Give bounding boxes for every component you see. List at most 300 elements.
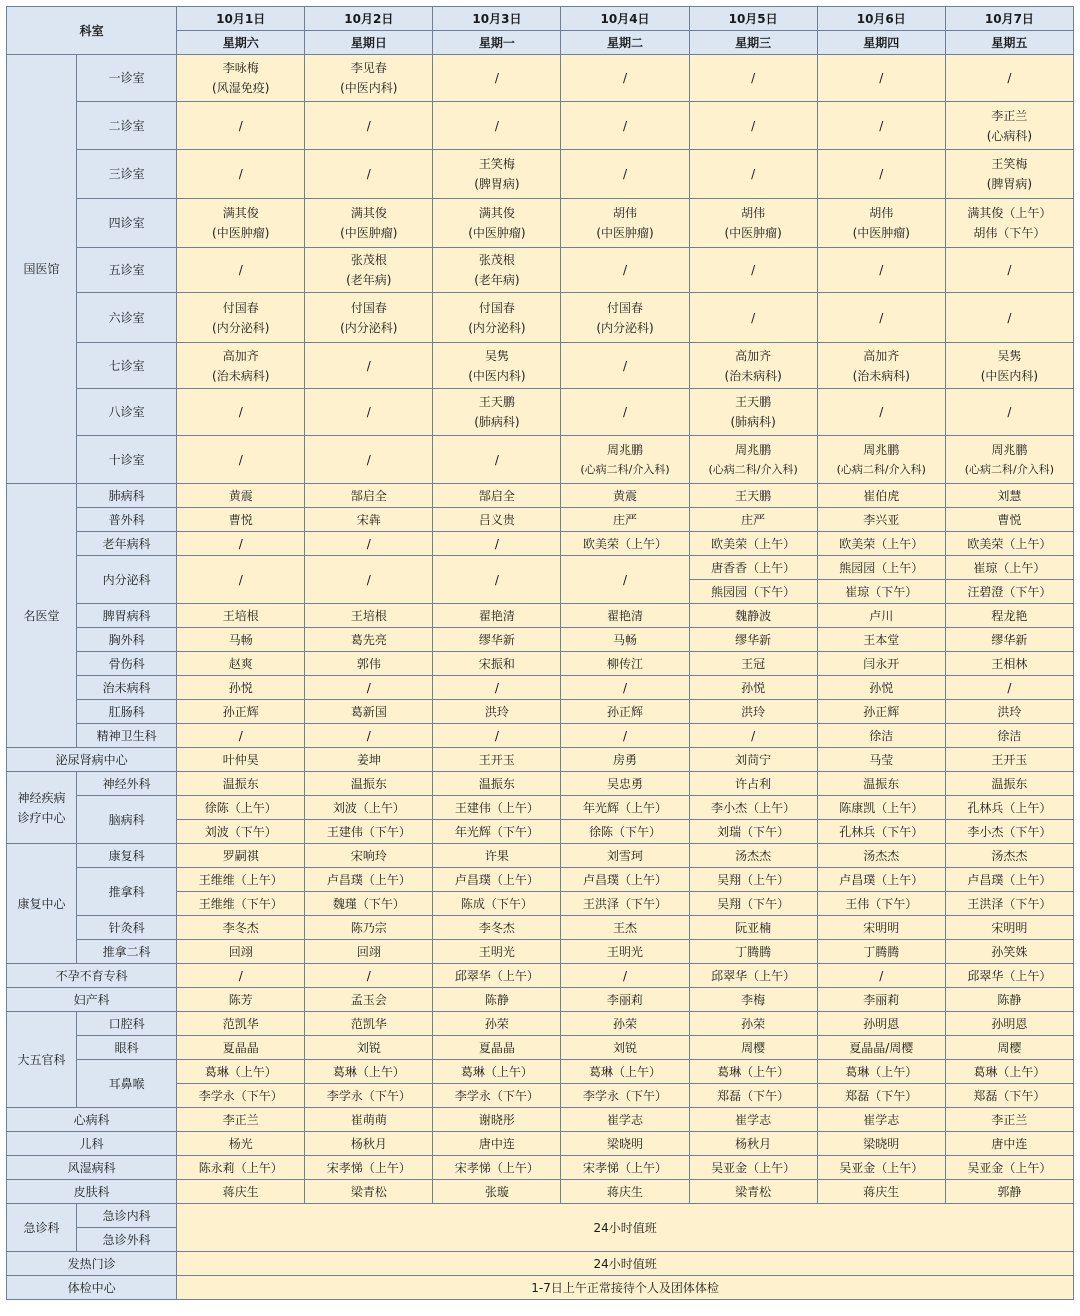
schedule-cell: 汤杰杰 [689, 844, 817, 868]
schedule-cell [177, 102, 305, 150]
schedule-cell [305, 293, 433, 343]
schedule-cell [689, 55, 817, 102]
schedule-cell: 李丽莉 [817, 988, 945, 1012]
schedule-cell: 邱翠华（上午） [945, 964, 1073, 988]
department-name: 妇产科 [7, 988, 177, 1012]
schedule-cell [305, 248, 433, 293]
department-name: 神经外科 [77, 772, 177, 796]
schedule-cell [305, 150, 433, 199]
schedule-cell: 吴亚金（上午） [689, 1156, 817, 1180]
schedule-cell: 宋犇 [305, 508, 433, 532]
section-name: 名医堂 [7, 484, 77, 748]
schedule-cell [945, 436, 1073, 484]
cell-line: 胡伟 [869, 206, 894, 220]
schedule-cell: 陈静 [945, 988, 1073, 1012]
department-name: 肺病科 [77, 484, 177, 508]
department-name: 口腔科 [77, 1012, 177, 1036]
schedule-cell: 宋振和 [433, 652, 561, 676]
section-name: 急诊科 [7, 1204, 77, 1252]
schedule-cell: 温振东 [945, 772, 1073, 796]
schedule-cell: 陈成（下午） [433, 892, 561, 916]
department-name: 老年病科 [77, 532, 177, 556]
schedule-cell: 罗嗣祺 [177, 844, 305, 868]
schedule-cell: 孙正辉 [177, 700, 305, 724]
section-name [7, 772, 77, 844]
schedule-cell [561, 293, 689, 343]
cell-line: / [623, 263, 628, 277]
schedule-cell: 柳传江 [561, 652, 689, 676]
schedule-cell: 梁青松 [689, 1180, 817, 1204]
schedule-cell: 孙荣 [689, 1012, 817, 1036]
schedule-cell: 缪华新 [945, 628, 1073, 652]
department-name: 体检中心 [7, 1276, 177, 1300]
schedule-cell [945, 199, 1073, 248]
schedule-cell: / [561, 724, 689, 748]
schedule-cell: 李兴亚 [817, 508, 945, 532]
schedule-cell: 孙悦 [177, 676, 305, 700]
schedule-cell: 温振东 [817, 772, 945, 796]
schedule-cell: 崔萌萌 [305, 1108, 433, 1132]
date-header: 10月4日 [561, 7, 689, 31]
cell-line: / [623, 358, 628, 373]
schedule-cell: 孙明恩 [945, 1012, 1073, 1036]
schedule-cell: 徐洁 [817, 724, 945, 748]
cell-line: 李正兰 [991, 108, 1028, 123]
schedule-cell: 陈永莉（上午） [177, 1156, 305, 1180]
schedule-cell: 徐陈（下午） [561, 820, 689, 844]
cell-line: (内分泌科) [212, 320, 270, 335]
schedule-cell: 葛先亮 [305, 628, 433, 652]
cell-line: / [879, 118, 884, 133]
schedule-cell: 刘苘宁 [689, 748, 817, 772]
cell-line: 高加齐 [222, 348, 259, 363]
cell-line: 李咏梅 [222, 61, 259, 75]
schedule-cell: 汤杰杰 [817, 844, 945, 868]
cell-line: (中医内科) [980, 368, 1039, 383]
schedule-cell: 张璇 [433, 1180, 561, 1204]
schedule-cell: 卢川 [817, 604, 945, 628]
schedule-cell: 葛琳（上午） [561, 1060, 689, 1084]
schedule-cell: 郜启全 [305, 484, 433, 508]
room-name: 八诊室 [77, 389, 177, 436]
cell-line: 周兆鹏 [991, 442, 1028, 457]
schedule-cell: / [433, 556, 561, 604]
schedule-cell [561, 199, 689, 248]
schedule-cell: 葛琳（上午） [305, 1060, 433, 1084]
date-header: 10月6日 [817, 7, 945, 31]
schedule-cell: 曹悦 [177, 508, 305, 532]
cell-line: (心病二科/介入科) [836, 462, 926, 476]
schedule-cell [177, 199, 305, 248]
room-name: 十诊室 [77, 436, 177, 484]
schedule-cell: 邱翠华（上午） [433, 964, 561, 988]
schedule-cell: / [433, 676, 561, 700]
schedule-cell: 卢昌璞（上午） [433, 868, 561, 892]
schedule-cell: 吴翔（上午） [689, 868, 817, 892]
schedule-cell: 孔林兵（上午） [945, 796, 1073, 820]
schedule-cell: 王培根 [305, 604, 433, 628]
schedule-cell: 熊园园（上午） [817, 556, 945, 580]
department-name: 脑病科 [77, 796, 177, 844]
schedule-cell: 唐香香（上午） [689, 556, 817, 580]
schedule-cell: 卢昌璞（上午） [305, 868, 433, 892]
schedule-cell: 周樱 [689, 1036, 817, 1060]
schedule-cell [305, 55, 433, 102]
schedule-cell: 孙悦 [689, 676, 817, 700]
schedule-cell: 王本堂 [817, 628, 945, 652]
schedule-cell: 马莹 [817, 748, 945, 772]
weekday-header: 星期一 [433, 31, 561, 55]
department-name: 普外科 [77, 508, 177, 532]
cell-line: (心病二科/介入科) [964, 462, 1055, 476]
schedule-cell: 王明光 [433, 940, 561, 964]
cell-line: / [879, 71, 884, 85]
date-header: 10月1日 [177, 7, 305, 31]
schedule-cell: 崔伯虎 [817, 484, 945, 508]
schedule-cell: 郑磊（下午） [817, 1084, 945, 1108]
schedule-cell: / [305, 964, 433, 988]
schedule-cell: 温振东 [177, 772, 305, 796]
cell-line: / [623, 118, 628, 133]
weekday-header: 星期二 [561, 31, 689, 55]
schedule-cell: 夏晶晶 [433, 1036, 561, 1060]
cell-line: / [366, 358, 371, 373]
schedule-cell [305, 343, 433, 389]
schedule-cell: 杨秋月 [305, 1132, 433, 1156]
cell-line: / [751, 167, 756, 181]
cell-line: (心病二科/介入科) [580, 462, 670, 476]
schedule-cell: / [561, 676, 689, 700]
duty-schedule-table [6, 6, 1074, 1300]
schedule-cell: 闫永开 [817, 652, 945, 676]
cell-line: 高加齐 [863, 348, 900, 363]
schedule-cell [433, 248, 561, 293]
cell-line: (治未病科) [212, 368, 270, 383]
cell-line: 吴隽 [997, 348, 1022, 363]
schedule-cell [305, 436, 433, 484]
schedule-cell [561, 55, 689, 102]
schedule-cell [305, 199, 433, 248]
schedule-cell: 宋明明 [817, 916, 945, 940]
room-name: 五诊室 [77, 248, 177, 293]
department-name: 针灸科 [77, 916, 177, 940]
schedule-cell: 蒋庆生 [177, 1180, 305, 1204]
cell-line: / [751, 118, 756, 133]
schedule-cell: 杨光 [177, 1132, 305, 1156]
cell-line: (治未病科) [724, 368, 782, 383]
schedule-cell: 王开玉 [945, 748, 1073, 772]
cell-line: 满其俊 [350, 206, 387, 220]
schedule-cell: 孙正辉 [817, 700, 945, 724]
schedule-cell: 姜坤 [305, 748, 433, 772]
schedule-cell: / [945, 676, 1073, 700]
cell-line: (内分泌科) [340, 320, 398, 335]
schedule-cell [305, 102, 433, 150]
schedule-cell [689, 436, 817, 484]
schedule-cell: 陈静 [433, 988, 561, 1012]
schedule-cell: 王杰 [561, 916, 689, 940]
schedule-cell: 徐洁 [945, 724, 1073, 748]
schedule-cell: / [561, 556, 689, 604]
cell-line: 付国春 [222, 300, 259, 315]
cell-line: 周兆鹏 [863, 442, 900, 457]
date-header: 10月2日 [305, 7, 433, 31]
cell-line: / [623, 405, 628, 419]
schedule-cell: 郭伟 [305, 652, 433, 676]
cell-line: (中医肿瘤) [596, 226, 654, 240]
schedule-cell: 蒋庆生 [561, 1180, 689, 1204]
department-name: 急诊内科 [77, 1204, 177, 1228]
schedule-cell: 刘慧 [945, 484, 1073, 508]
schedule-cell [561, 436, 689, 484]
cell-line: (中医肿瘤) [852, 226, 910, 240]
schedule-cell [177, 293, 305, 343]
schedule-cell: 宋孝悌（上午） [305, 1156, 433, 1180]
schedule-cell: 刘波（上午） [305, 796, 433, 820]
cell-line: 付国春 [350, 300, 387, 315]
department-name: 骨伤科 [77, 652, 177, 676]
schedule-cell: / [177, 724, 305, 748]
schedule-cell: 宋响玲 [305, 844, 433, 868]
schedule-cell [689, 293, 817, 343]
cell-line: (中医内科) [340, 81, 398, 95]
duty-note: 1-7日上午正常接待个人及团体体检 [177, 1276, 1074, 1300]
schedule-cell: 李冬杰 [433, 916, 561, 940]
schedule-cell: 马畅 [561, 628, 689, 652]
schedule-cell: 吕义贵 [433, 508, 561, 532]
cell-line: (脾胃病) [474, 177, 520, 191]
schedule-cell: 孙笑姝 [945, 940, 1073, 964]
department-name: 风湿病科 [7, 1156, 177, 1180]
cell-line: 张茂根 [478, 253, 515, 267]
cell-line: / [366, 405, 371, 419]
schedule-cell: 庄严 [689, 508, 817, 532]
department-name: 心病科 [7, 1108, 177, 1132]
schedule-cell [433, 55, 561, 102]
cell-line: (脾胃病) [986, 177, 1033, 191]
schedule-cell: 卢昌璞（上午） [945, 868, 1073, 892]
cell-line: (内分泌科) [596, 320, 654, 335]
schedule-cell: 王洪泽（下午） [561, 892, 689, 916]
schedule-cell: / [177, 556, 305, 604]
schedule-cell: 汤杰杰 [945, 844, 1073, 868]
schedule-cell: 孟玉会 [305, 988, 433, 1012]
schedule-cell: 李学永（下午） [561, 1084, 689, 1108]
schedule-cell: 邱翠华（上午） [689, 964, 817, 988]
schedule-cell: 丁腾腾 [689, 940, 817, 964]
department-name: 治未病科 [77, 676, 177, 700]
schedule-cell: 孙悦 [817, 676, 945, 700]
room-name: 一诊室 [77, 55, 177, 102]
schedule-cell: 欧美荣（上午） [817, 532, 945, 556]
schedule-cell: / [305, 556, 433, 604]
schedule-cell: 王冠 [689, 652, 817, 676]
schedule-cell: 陈康凯（上午） [817, 796, 945, 820]
cell-line: 周兆鹏 [735, 442, 772, 457]
schedule-cell: 陈乃宗 [305, 916, 433, 940]
schedule-cell [561, 343, 689, 389]
schedule-cell: 洪玲 [945, 700, 1073, 724]
cell-line: (风湿免疫) [212, 81, 270, 95]
cell-line: / [494, 118, 499, 133]
schedule-cell [945, 55, 1073, 102]
schedule-cell: 陈芳 [177, 988, 305, 1012]
schedule-cell [177, 55, 305, 102]
room-name: 六诊室 [77, 293, 177, 343]
schedule-cell: 唐中连 [433, 1132, 561, 1156]
cell-line: / [366, 118, 371, 133]
cell-line: / [623, 167, 628, 181]
schedule-cell [817, 389, 945, 436]
schedule-cell: 吴亚金（上午） [945, 1156, 1073, 1180]
cell-line: (内分泌科) [468, 320, 526, 335]
schedule-cell: 梁晓明 [561, 1132, 689, 1156]
schedule-cell: 叶仲昊 [177, 748, 305, 772]
schedule-cell: 汪碧澄（下午） [945, 580, 1073, 604]
schedule-cell: / [689, 724, 817, 748]
cell-line: 付国春 [607, 300, 644, 315]
schedule-cell [433, 343, 561, 389]
schedule-cell: 夏晶晶/周樱 [817, 1036, 945, 1060]
schedule-cell [945, 248, 1073, 293]
schedule-cell: 熊园园（下午） [689, 580, 817, 604]
department-name: 推拿科 [77, 868, 177, 916]
cell-line: / [494, 452, 499, 467]
schedule-cell: 崔学志 [817, 1108, 945, 1132]
schedule-cell [945, 102, 1073, 150]
cell-line: (治未病科) [852, 368, 910, 383]
schedule-cell: 刘雪珂 [561, 844, 689, 868]
schedule-cell [945, 150, 1073, 199]
cell-line: (心病科) [986, 128, 1033, 143]
schedule-cell: 王天鹏 [689, 484, 817, 508]
cell-line: 周兆鹏 [607, 442, 644, 457]
schedule-cell: / [433, 532, 561, 556]
schedule-cell: 崔琼（上午） [945, 556, 1073, 580]
cell-line: (中医内科) [468, 368, 526, 383]
schedule-cell: 杨秋月 [689, 1132, 817, 1156]
schedule-cell: 徐陈（上午） [177, 796, 305, 820]
date-header: 10月5日 [689, 7, 817, 31]
schedule-cell: / [177, 964, 305, 988]
schedule-cell [433, 150, 561, 199]
schedule-cell: 刘瑞（下午） [689, 820, 817, 844]
schedule-cell: 翟艳清 [561, 604, 689, 628]
section-name: 国医馆 [7, 55, 77, 484]
schedule-cell [817, 248, 945, 293]
date-header: 10月7日 [945, 7, 1073, 31]
schedule-cell: 宋孝悌（上午） [433, 1156, 561, 1180]
schedule-cell: 崔琼（下午） [817, 580, 945, 604]
cell-line: 诊疗中心 [17, 810, 66, 825]
schedule-cell: 唐中连 [945, 1132, 1073, 1156]
schedule-cell: / [561, 964, 689, 988]
schedule-cell: 吴亚金（上午） [817, 1156, 945, 1180]
schedule-cell: 欧美荣（上午） [945, 532, 1073, 556]
schedule-cell: 刘锐 [561, 1036, 689, 1060]
cell-line: / [238, 167, 243, 181]
schedule-cell: 程龙艳 [945, 604, 1073, 628]
weekday-header: 星期日 [305, 31, 433, 55]
department-name: 皮肤科 [7, 1180, 177, 1204]
schedule-cell: 回翊 [177, 940, 305, 964]
schedule-cell [689, 150, 817, 199]
cell-line: / [1007, 310, 1012, 325]
schedule-cell: 郜启全 [433, 484, 561, 508]
schedule-cell: 年光辉（上午） [561, 796, 689, 820]
schedule-cell: 王维维（上午） [177, 868, 305, 892]
schedule-cell [561, 389, 689, 436]
cell-line: (肺病科) [474, 415, 520, 429]
cell-line: 胡伟（下午） [973, 226, 1046, 240]
schedule-cell: 温振东 [433, 772, 561, 796]
schedule-cell: 王伟（下午） [817, 892, 945, 916]
schedule-cell: 庄严 [561, 508, 689, 532]
cell-line: 李见春 [350, 61, 387, 75]
cell-line: / [1007, 405, 1012, 419]
cell-line: 满其俊 [478, 206, 515, 220]
weekday-header: 星期三 [689, 31, 817, 55]
cell-line: 胡伟 [741, 206, 766, 220]
department-name: 肛肠科 [77, 700, 177, 724]
schedule-cell: 葛新国 [305, 700, 433, 724]
schedule-cell: 梁晓明 [817, 1132, 945, 1156]
cell-line: / [879, 405, 884, 419]
schedule-cell: 魏静波 [689, 604, 817, 628]
cell-line: / [879, 263, 884, 277]
cell-line: (中医肿瘤) [468, 226, 526, 240]
duty-note: 24小时值班 [177, 1204, 1074, 1252]
schedule-cell: 洪玲 [433, 700, 561, 724]
schedule-cell: 李小杰（上午） [689, 796, 817, 820]
schedule-cell: / [177, 532, 305, 556]
date-header: 10月3日 [433, 7, 561, 31]
schedule-cell: 李正兰 [945, 1108, 1073, 1132]
schedule-cell: 欧美荣（上午） [561, 532, 689, 556]
cell-line: 胡伟 [613, 206, 638, 220]
duty-note: 24小时值班 [177, 1252, 1074, 1276]
schedule-cell: 黄震 [177, 484, 305, 508]
schedule-cell [561, 102, 689, 150]
department-name: 不孕不育专科 [7, 964, 177, 988]
schedule-cell: 郑磊（下午） [689, 1084, 817, 1108]
room-name: 二诊室 [77, 102, 177, 150]
schedule-cell: 王相林 [945, 652, 1073, 676]
schedule-cell: / [433, 724, 561, 748]
schedule-cell: 孙明恩 [817, 1012, 945, 1036]
schedule-cell [433, 199, 561, 248]
schedule-cell: 夏晶晶 [177, 1036, 305, 1060]
schedule-cell: / [305, 676, 433, 700]
schedule-cell [817, 436, 945, 484]
cell-line: 满其俊（上午） [967, 206, 1052, 220]
department-name: 康复科 [77, 844, 177, 868]
department-name: 眼科 [77, 1036, 177, 1060]
section-name: 康复中心 [7, 844, 77, 964]
schedule-cell [817, 199, 945, 248]
schedule-cell [689, 102, 817, 150]
schedule-cell: 梁青松 [305, 1180, 433, 1204]
schedule-cell: / [305, 724, 433, 748]
schedule-cell: / [817, 964, 945, 988]
cell-line: / [238, 263, 243, 277]
cell-line: / [494, 71, 499, 85]
schedule-cell [177, 436, 305, 484]
cell-line: 张茂根 [350, 253, 387, 267]
schedule-cell: 吴翔（下午） [689, 892, 817, 916]
cell-line: (中医肿瘤) [724, 226, 782, 240]
cell-line: / [751, 71, 756, 85]
